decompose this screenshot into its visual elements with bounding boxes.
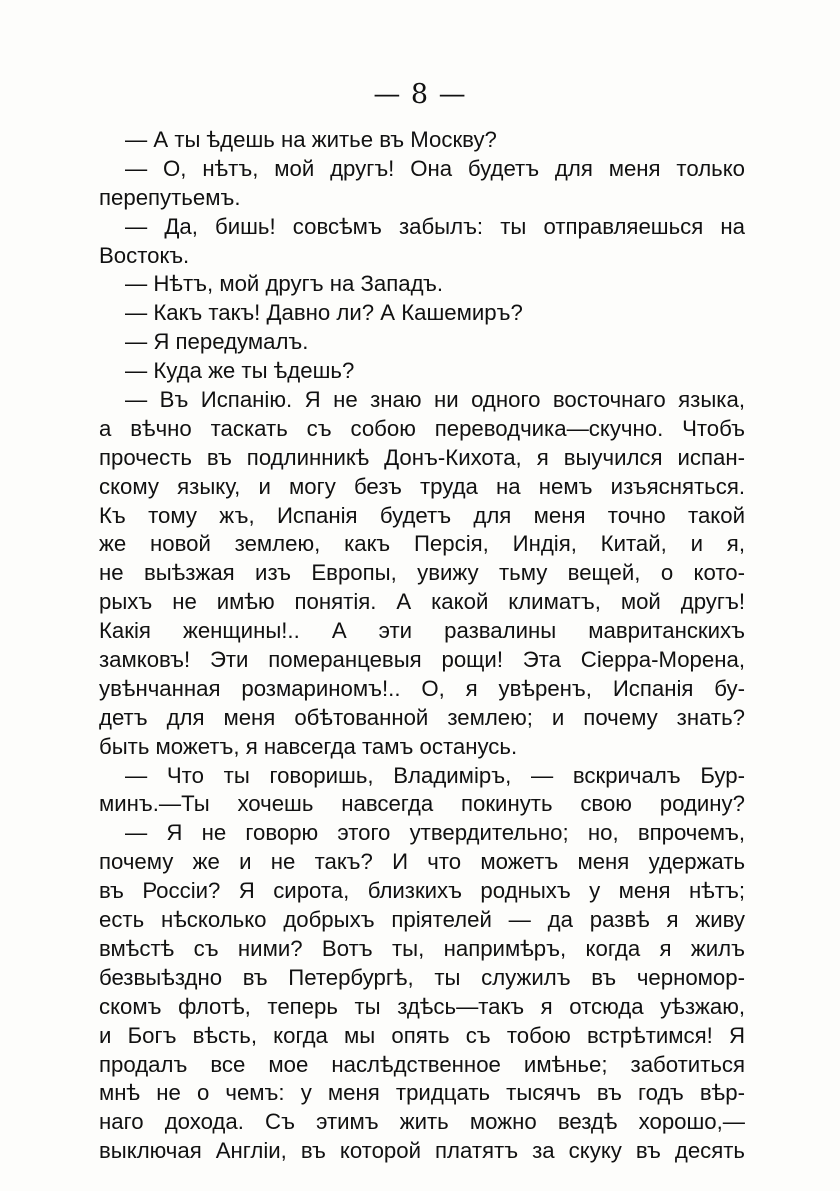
text-line: Какія женщины!.. А эти развалины мавританскихъ — [99, 618, 745, 644]
text-line: скомъ флотѣ, теперь ты здѣсь—такъ я отсюда уѣзжаю, — [99, 993, 745, 1019]
text-line: и Богъ вѣсть, когда мы опять съ тобою встрѣтимся! Я — [99, 1022, 745, 1048]
text-line: минъ.—Ты хочешь навсегда покинуть свою родину? — [99, 791, 745, 817]
text-line: продалъ все мое наслѣдственное имѣнье; заботиться — [99, 1051, 745, 1077]
text-line: же новой землею, какъ Персія, Индія, Китай, и я, — [99, 531, 745, 557]
text-line: — А ты ѣдешь на житье въ Москву? — [125, 127, 497, 152]
text-line: — Въ Испанію. Я не знаю ни одного восточнаго языка, — [125, 387, 745, 413]
text-line: — Я передумалъ. — [125, 329, 309, 355]
text-line: перепутьемъ. — [99, 184, 241, 210]
text-line: — Куда же ты ѣдешь? — [125, 358, 355, 384]
text-line: безвыѣздно въ Петербургѣ, ты служилъ въ черномор- — [99, 964, 745, 990]
text-line: детъ для меня обѣтованной землею; и почему знать? — [99, 704, 745, 730]
text-line: — Да, бишь! совсѣмъ забылъ: ты отправляешься на — [125, 213, 745, 239]
text-line: — Я не говорю этого утвердительно; но, впрочемъ, — [125, 820, 745, 846]
text-line: замковъ! Эти померанцевыя рощи! Эта Сіерра-Морена, — [99, 647, 745, 673]
page-text — [99, 126, 745, 1166]
text-line: а вѣчно таскать съ собою переводчика—скучно. Чтобъ — [99, 415, 745, 441]
text-line: вмѣстѣ съ ними? Вотъ ты, напримѣръ, когда я жилъ — [99, 935, 745, 961]
text-line: — Нѣтъ, мой другъ на Западъ. — [125, 271, 444, 297]
text-line: Къ тому жъ, Испанія будетъ для меня точно такой — [99, 502, 745, 528]
text-line: Востокъ. — [99, 242, 190, 268]
text-line: наго дохода. Съ этимъ жить можно вездѣ хорошо,— — [99, 1109, 745, 1135]
text-line: есть нѣсколько добрыхъ пріятелей — да развѣ я живу — [99, 907, 745, 933]
text-line: выключая Англіи, въ которой платятъ за скуку въ десять — [99, 1138, 745, 1164]
text-line: въ Россіи? Я сирота, близкихъ родныхъ у меня нѣтъ; — [99, 878, 745, 904]
page-number: — 8 — — [373, 79, 467, 110]
text-line: быть можетъ, я навсегда тамъ останусь. — [99, 733, 518, 759]
text-line: мнѣ не о чемъ: у меня тридцать тысячъ въ годъ вѣр- — [99, 1080, 745, 1106]
text-line: — Что ты говоришь, Владиміръ, — вскричалъ Бур- — [125, 762, 745, 788]
text-line: почему же и не такъ? И что можетъ меня удержать — [99, 849, 745, 875]
text-line: — О, нѣтъ, мой другъ! Она будетъ для меня только — [125, 155, 745, 181]
text-line: увѣнчанная розмариномъ!.. О, я увѣренъ, Испанія бу- — [99, 675, 745, 701]
text-line: не выѣзжая изъ Европы, увижу тьму вещей, о кото- — [99, 560, 745, 586]
text-line: прочесть въ подлинникѣ Донъ-Кихота, я выучился испан- — [99, 444, 745, 470]
text-line: скому языку, и могу безъ труда на немъ изъясняться. — [99, 473, 745, 499]
text-line: рыхъ не имѣю понятія. А какой климатъ, мой другъ! — [99, 589, 745, 615]
text-line: — Какъ такъ! Давно ли? А Кашемиръ? — [125, 300, 523, 326]
